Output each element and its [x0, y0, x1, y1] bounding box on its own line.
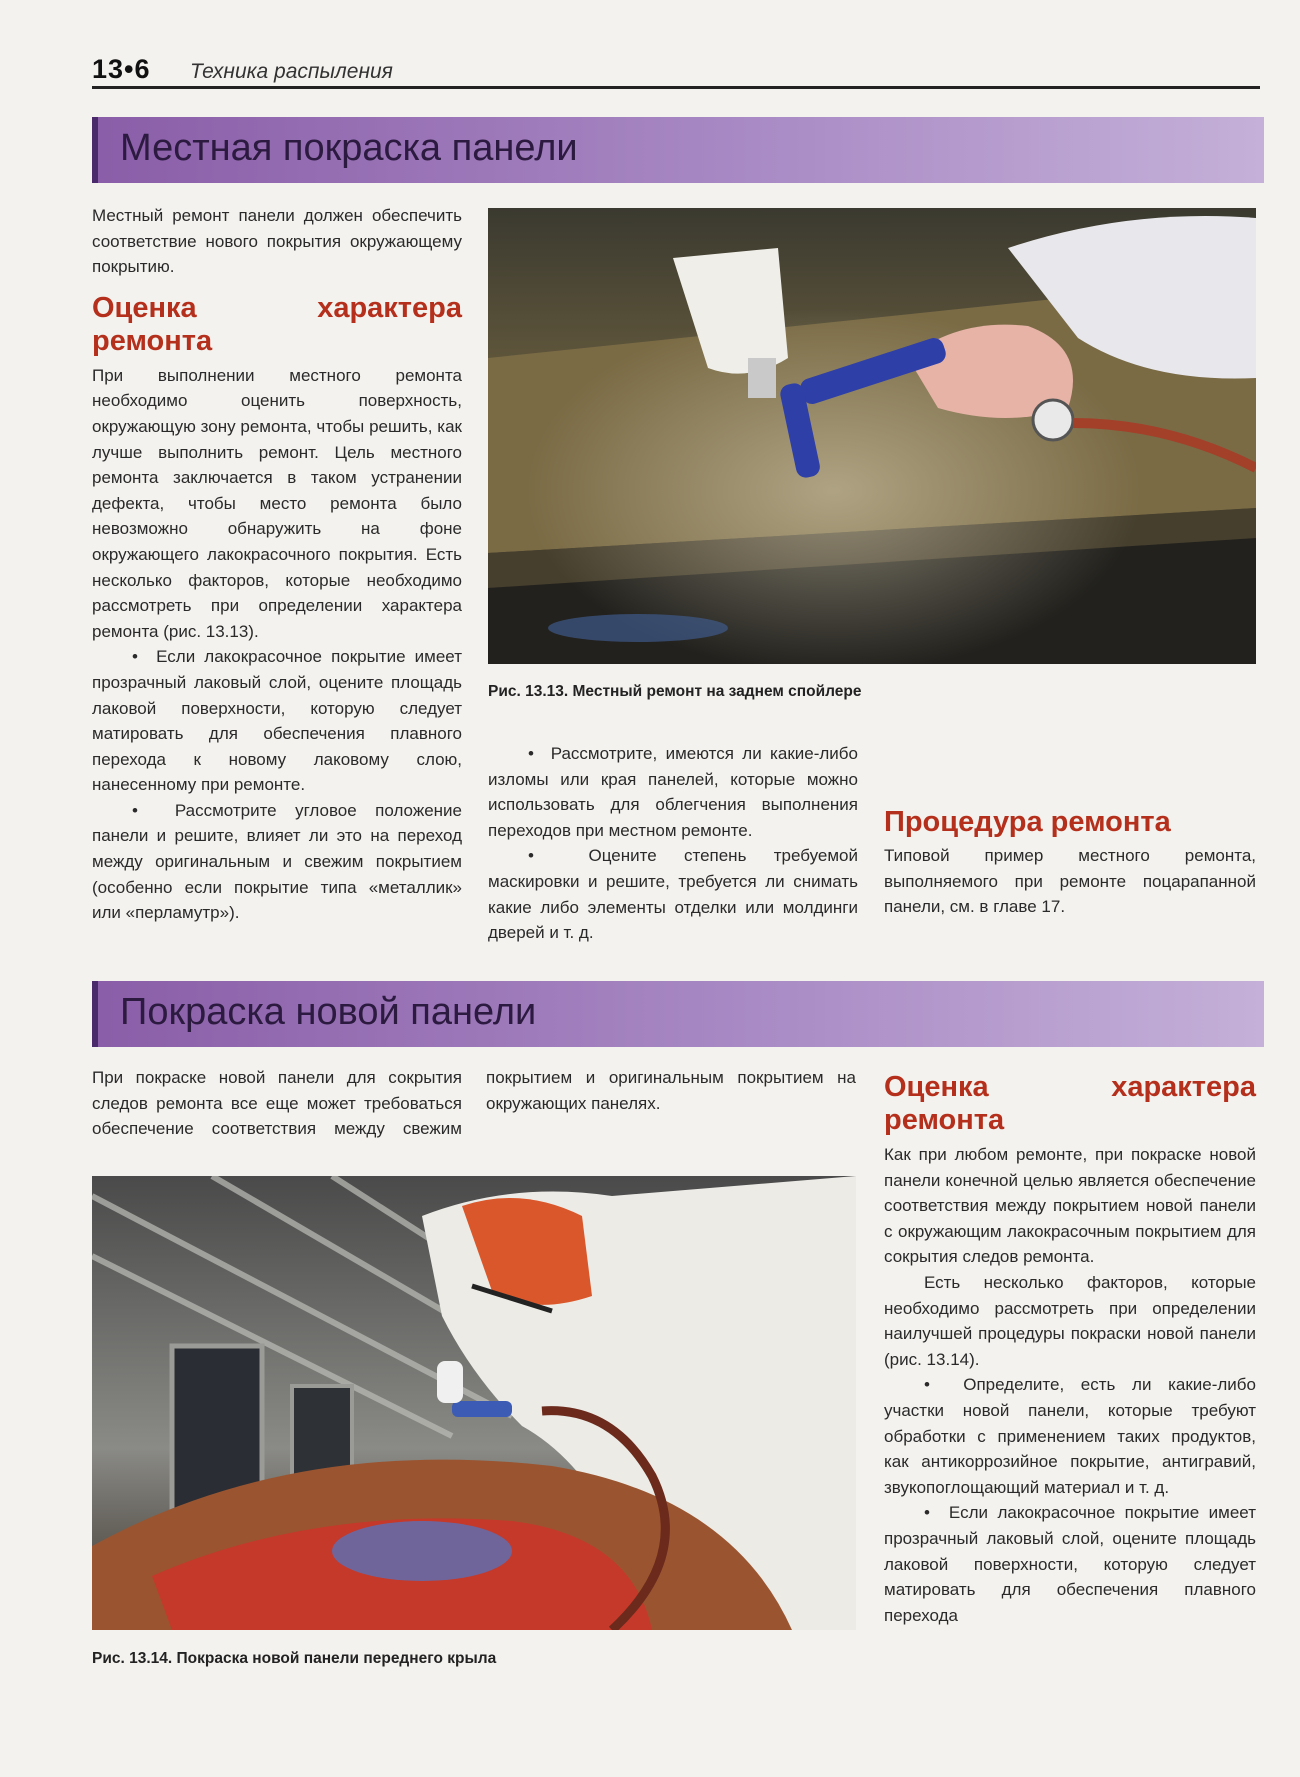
bullet-item: • Оцените степень требуемой маскировки и решите, требуется ли снимать какие либо элементы отделки или молдинги дверей и т. д. — [488, 846, 858, 943]
subheading-repair-procedure: Процедура ремонта — [884, 806, 1171, 838]
figure-13-14-caption: Рис. 13.14. Покраска новой панели переднего крыла — [92, 1650, 497, 1667]
section1-middle-column — [488, 741, 858, 946]
bullet-item: • Если лакокрасочное покрытие имеет прозрачный лаковый слой, оцените площадь лаковой поверхности, которую следует матировать для обеспечения плавного перехода к новому лаковому слою, нанесенному при ремонте. — [92, 647, 462, 795]
intro-paragraph: Местный ремонт панели должен обеспечить соответствие нового покрытия окружающему покрытию. — [92, 206, 462, 277]
figure-13-13-caption: Рис. 13.13. Местный ремонт на заднем спойлере — [488, 683, 862, 700]
section-title: Местная покраска панели — [120, 127, 578, 169]
bullet-item: • Если лакокрасочное покрытие имеет прозрачный лаковый слой, оцените площадь лаковой поверхности, которую следует матировать для обеспечения плавного перехода — [884, 1503, 1256, 1625]
bullet-item: • Рассмотрите, имеются ли какие-либо изломы или края панелей, которые можно использовать для облегчения выполнения переходов при местном ремонте. — [488, 744, 858, 840]
subheading-repair-assessment: Оценка характера ремонта — [92, 291, 462, 357]
body-paragraph: Как при любом ремонте, при покраске новой панели конечной целью является обеспечение соответствия между покрытием новой панели с окружающим лакокрасочным покрытием для сокрытия следов ремонта. — [884, 1145, 1256, 1267]
intro-paragraph: При покраске новой панели для сокрытия следов ремонта все еще может требоваться обеспечение соответствия между свежим покрытием и оригинальным покрытием на окружающих панелях. — [92, 1068, 856, 1139]
procedure-paragraph: Типовой пример местного ремонта, выполняемого при ремонте поцарапанной панели, см. в главе 17. — [884, 846, 1256, 917]
bullet-item: • Рассмотрите угловое положение панели и решите, влияет ли это на переход между оригинальным и свежим покрытием (особенно если покрытие типа «металлик» или «перламутр»). — [92, 800, 462, 923]
running-title: Техника распыления — [190, 60, 393, 83]
spray-gun-spoiler-image — [488, 208, 1256, 664]
section-title: Покраска новой панели — [120, 991, 537, 1033]
subheading-repair-assessment: Оценка характера ремонта — [884, 1071, 1256, 1136]
section-banner-local-repair — [92, 117, 1264, 183]
running-header — [92, 52, 1260, 89]
figure-13-14-photo — [92, 1176, 856, 1630]
section1-left-column — [92, 203, 462, 926]
section1-right-column — [884, 806, 1256, 920]
section-banner-new-panel — [92, 981, 1264, 1047]
painter-front-fender-image — [92, 1176, 856, 1630]
page-number: 13•6 — [92, 54, 151, 84]
body-paragraph: Есть несколько факторов, которые необходимо рассмотреть при определении наилучшей процедуры покраски новой панели (рис. 13.14). — [884, 1272, 1256, 1369]
section2-right-column — [884, 1071, 1256, 1628]
section2-intro-columns — [92, 1065, 856, 1142]
body-paragraph: При выполнении местного ремонта необходимо оценить поверхность, окружающую зону ремонта, чтобы решить, как лучше выполнить ремонт. Цель местного ремонта заключается в таком устранении дефекта, чтобы место ремонта было невозможно обнаружить на фоне окружающего лакокрасочного покрытия. Есть несколько факторов, которые необходимо рассмотреть при определении характера ремонта (рис. 13.13). — [92, 365, 462, 641]
figure-13-13-photo — [488, 208, 1256, 664]
bullet-item: • Определите, есть ли какие-либо участки новой панели, которые требуют обработки с применением таких продуктов, как антикоррозийное покрытие, антигравий, звукопоглощающий материал и т. д. — [884, 1375, 1256, 1497]
